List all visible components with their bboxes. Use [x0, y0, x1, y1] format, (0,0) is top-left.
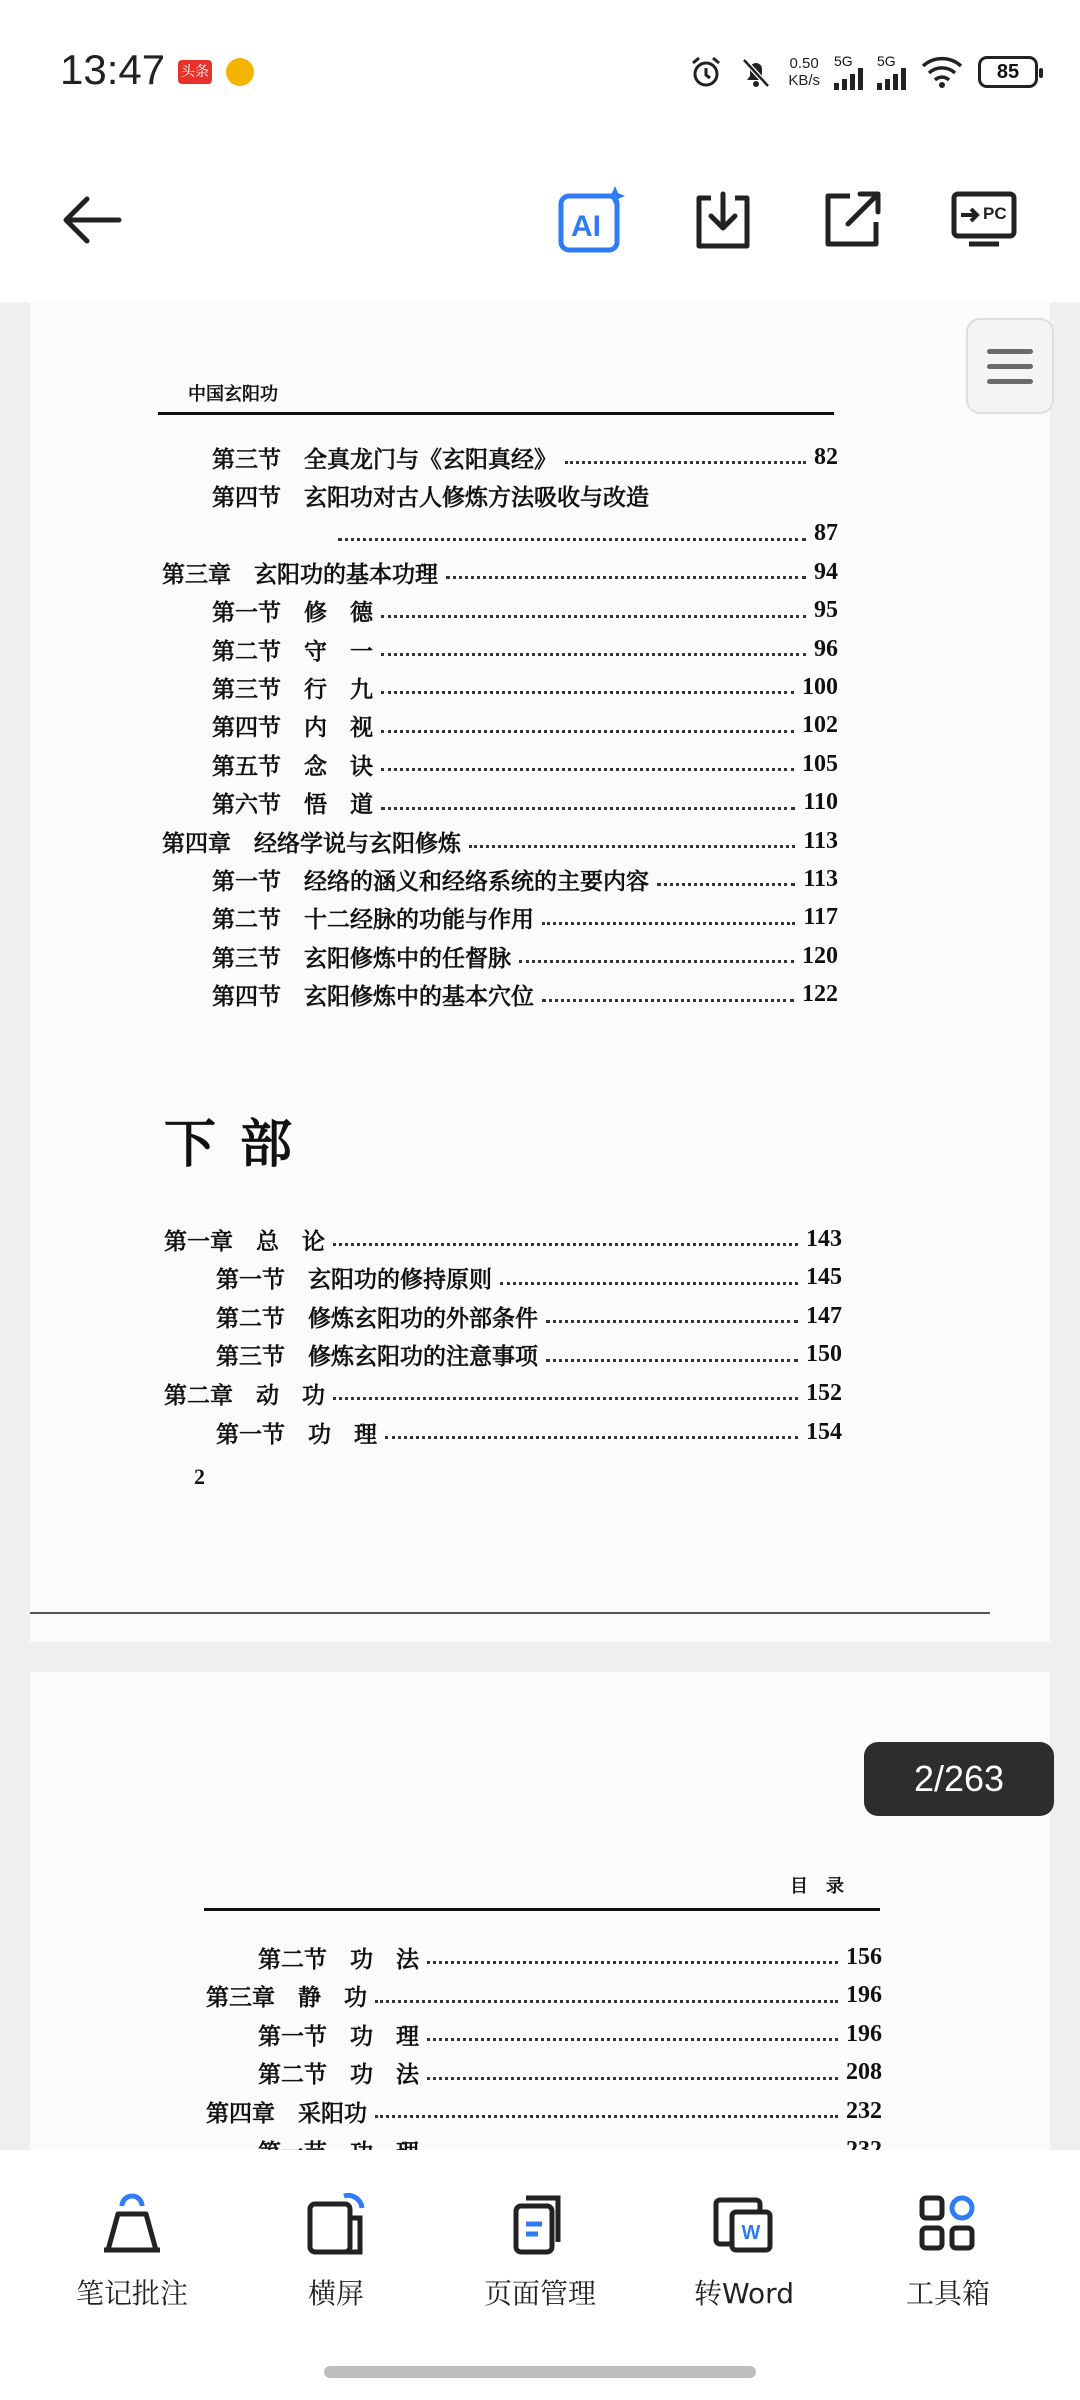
- toc-entry-title: 第一节 修 德: [212, 599, 373, 627]
- ai-label: AI: [571, 210, 601, 243]
- toc-entry-title: 第三章 静 功: [206, 1984, 367, 2012]
- toc-entry[interactable]: [216, 1261, 842, 1295]
- toc-entry-title: 第四节 内 视: [212, 714, 373, 742]
- toc-entry-title: 第二章 动 功: [164, 1381, 325, 1409]
- toc-entry-page: 105: [802, 750, 838, 777]
- toc-entry-title: 第一节 功 理: [258, 2022, 419, 2050]
- page-indicator: 2/263: [864, 1742, 1054, 1816]
- wifi-icon: [920, 55, 964, 89]
- toc-leader-dots: [469, 834, 795, 848]
- rotate-screen-icon: [304, 2192, 368, 2254]
- svg-text:W: W: [741, 2222, 761, 2244]
- menu-line-icon: [987, 349, 1033, 354]
- net-speed: [788, 55, 820, 89]
- alarm-icon: [688, 54, 724, 90]
- toc-leader-dots: [546, 1309, 798, 1323]
- toc-leader-dots: [333, 1386, 798, 1400]
- toc-entry[interactable]: [212, 901, 838, 935]
- toc-entry[interactable]: [216, 1415, 842, 1449]
- toc-entry-page: 100: [802, 673, 838, 700]
- page-manage-label: 页面管理: [483, 2277, 596, 2310]
- toc-entry-title: 第二节 功 法: [258, 1945, 419, 1973]
- toc-entry-page: 152: [806, 1379, 842, 1406]
- toc-entry-title: 第三节 全真龙门与《玄阳真经》: [212, 445, 557, 473]
- toc-leader-dots: [657, 872, 795, 886]
- toc-entry-title: 第四节 玄阳修炼中的基本穴位: [212, 983, 534, 1011]
- toc-entry-page: 120: [802, 942, 838, 969]
- pc-label: PC: [983, 204, 1007, 223]
- toc-entry[interactable]: [258, 2017, 882, 2051]
- toc-entry[interactable]: [162, 555, 838, 589]
- toc-entry[interactable]: [212, 862, 838, 896]
- toc-entry-title: 第二节 守 一: [212, 637, 373, 665]
- toc-entry[interactable]: [212, 632, 838, 666]
- toc-leader-dots: [565, 450, 806, 464]
- toc-entry-title: 第六节 悟 道: [212, 791, 373, 819]
- toc-entry[interactable]: [206, 1979, 882, 2013]
- toc-entry-page: 150: [806, 1341, 842, 1368]
- toc-leader-dots: [500, 1271, 798, 1285]
- toc-leader-dots: [427, 2066, 838, 2080]
- landscape-label: 横屏: [307, 2277, 364, 2310]
- toc-leader-dots: [375, 2104, 838, 2118]
- arrow-left-icon: [61, 194, 123, 246]
- toc-entry[interactable]: [258, 2056, 882, 2090]
- menu-line-icon: [987, 379, 1033, 384]
- annotate-button[interactable]: [52, 2192, 212, 2312]
- annotate-label: 笔记批注: [75, 2277, 188, 2310]
- toc-entry-title: 第三章 玄阳功的基本功理: [162, 560, 438, 588]
- toolbox-button[interactable]: [868, 2192, 1028, 2312]
- toc-leader-dots: [427, 2027, 838, 2041]
- outline-menu-button[interactable]: [966, 318, 1054, 414]
- download-button[interactable]: [683, 180, 763, 260]
- toc-entry-title: 第二节 十二经脉的功能与作用: [212, 906, 534, 934]
- toc-leader-dots: [375, 1989, 838, 2003]
- toc-entry[interactable]: [162, 824, 838, 858]
- word-convert-icon: [712, 2192, 776, 2254]
- section-title: 下部: [164, 1114, 317, 1175]
- toc-entry[interactable]: [212, 478, 838, 512]
- toc-entry-title: 第五节 念 诀: [212, 752, 373, 780]
- toc-entry-title: 第一节 功 理: [216, 1420, 377, 1448]
- toc-entry-page: 102: [802, 712, 838, 739]
- status-icons: [688, 50, 1038, 94]
- toc-entry[interactable]: [212, 709, 838, 743]
- toc-entry[interactable]: [212, 670, 838, 704]
- toc-entry-title: 第四节 玄阳功对古人修炼方法吸收与改造: [212, 483, 649, 511]
- toc-entry[interactable]: [212, 978, 838, 1012]
- toc-leader-dots: [446, 565, 806, 579]
- toc-entry-page: 95: [814, 597, 838, 624]
- toc-entry[interactable]: [212, 594, 838, 628]
- toc-leader-dots: [542, 911, 795, 925]
- running-head: 中国玄阳功: [188, 384, 278, 405]
- landscape-button[interactable]: [256, 2192, 416, 2312]
- sim1-label: 5G: [834, 53, 853, 69]
- toc-entry-page: 147: [806, 1302, 842, 1329]
- pc-cast-button[interactable]: [944, 180, 1024, 260]
- toc-entry-page: 96: [814, 635, 838, 662]
- document-viewer[interactable]: [0, 302, 1080, 2150]
- page-folio: 2: [194, 1464, 205, 1489]
- toc-leader-dots: [385, 1425, 798, 1439]
- document-page[interactable]: [30, 302, 1050, 1642]
- toolbox-label: 工具箱: [905, 2277, 990, 2310]
- toc-entry-title: 第四章 经络学说与玄阳修炼: [162, 829, 461, 857]
- bottom-toolbar: [0, 2150, 1080, 2400]
- export-icon: [820, 188, 884, 252]
- toc-entry[interactable]: [212, 440, 838, 474]
- toc-entry-page: 94: [814, 558, 838, 585]
- toc-entry-page: 232: [846, 2097, 882, 2124]
- toc-leader-dots: [381, 680, 794, 694]
- share-button[interactable]: [812, 180, 892, 260]
- header-rule: [204, 1908, 880, 1911]
- page-manage-icon: [508, 2192, 572, 2254]
- net-speed-unit: KB/s: [788, 72, 820, 89]
- battery-icon: 85: [978, 56, 1038, 88]
- toc-entry[interactable]: [212, 939, 838, 973]
- toc-entry-title: 第三节 行 九: [212, 675, 373, 703]
- sim2-label: 5G: [877, 53, 896, 69]
- toutiao-badge-icon: 头条: [178, 60, 212, 84]
- back-button[interactable]: [52, 180, 132, 260]
- toc-entry-page: 82: [814, 443, 838, 470]
- toc-entry[interactable]: [212, 747, 838, 781]
- toc-entry[interactable]: [258, 1940, 882, 1974]
- signal-sim2: [877, 54, 906, 90]
- net-speed-value: 0.50: [789, 55, 819, 72]
- home-indicator[interactable]: [324, 2366, 756, 2378]
- toc-leader-dots: [333, 1232, 798, 1246]
- toc-entry-title: 第三节 玄阳修炼中的任督脉: [212, 944, 511, 972]
- toc-leader-dots: [381, 757, 794, 771]
- toc-entry-page: 122: [802, 981, 838, 1008]
- top-toolbar: [0, 150, 1080, 302]
- ai-button[interactable]: [551, 180, 631, 260]
- toc-entry-title: 第二节 功 法: [258, 2061, 419, 2089]
- toc-entry-page: 87: [814, 520, 838, 547]
- toc-entry[interactable]: [216, 1338, 842, 1372]
- mute-bell-icon: [738, 54, 774, 90]
- toc-entry-page: 145: [806, 1264, 842, 1291]
- toc-entry-title: 第二节 修炼玄阳功的外部条件: [216, 1304, 538, 1332]
- toc-entry-page: 196: [846, 2020, 882, 2047]
- running-head: 目 录: [790, 1876, 844, 1897]
- toc-entry-page: 113: [803, 827, 838, 854]
- toc-entry-page: 196: [846, 1982, 882, 2009]
- toc-entry-page: 113: [803, 865, 838, 892]
- toc-entry-title: 第三节 修炼玄阳功的注意事项: [216, 1343, 538, 1371]
- toc-leader-dots: [381, 642, 806, 656]
- toc-entry-page: 208: [846, 2059, 882, 2086]
- toolbox-icon: [916, 2192, 980, 2254]
- toc-leader-dots: [546, 1348, 798, 1362]
- toc-entry[interactable]: [164, 1222, 842, 1256]
- toc-entry-title: 第一节 经络的涵义和经络系统的主要内容: [212, 867, 649, 895]
- toc-entry[interactable]: [216, 1299, 842, 1333]
- convert-word-button[interactable]: [664, 2192, 824, 2312]
- status-time: 13:47: [60, 46, 166, 93]
- toc-leader-dots: [381, 796, 795, 810]
- signal-sim1: [834, 54, 863, 90]
- page-manage-button[interactable]: [460, 2192, 620, 2312]
- toc-entry-page: 154: [806, 1418, 842, 1445]
- toc-leader-dots: [542, 988, 794, 1002]
- menu-line-icon: [987, 364, 1033, 369]
- toc-leader-dots: [381, 719, 794, 733]
- toc-entry[interactable]: [206, 2094, 882, 2128]
- app-notification-icon: [226, 58, 254, 86]
- toc-entry-page: 156: [846, 1943, 882, 1970]
- status-bar: [0, 0, 1080, 150]
- toc-entry-title: 第四章 采阳功: [206, 2099, 367, 2127]
- toc-leader-dots: [519, 949, 794, 963]
- signal-bars-icon: [877, 68, 906, 90]
- toc-entry[interactable]: [164, 1376, 842, 1410]
- toc-entry-page: 110: [803, 789, 838, 816]
- toc-leader-dots: [338, 527, 806, 541]
- toc-entry[interactable]: [212, 786, 838, 820]
- download-icon: [691, 188, 755, 252]
- toc-leader-dots: [427, 1950, 838, 1964]
- convert-word-label: 转Word: [694, 2277, 794, 2310]
- scan-edge-line: [30, 1612, 990, 1614]
- annotate-icon: [100, 2192, 164, 2254]
- toc-entry-title: 第一章 总 论: [164, 1227, 325, 1255]
- toc-entry-title: 第一节 玄阳功的修持原则: [216, 1266, 492, 1294]
- toc-leader-dots: [381, 604, 806, 618]
- toc-entry-page: 143: [806, 1225, 842, 1252]
- signal-bars-icon: [834, 68, 863, 90]
- toc-entry-page: 117: [803, 904, 838, 931]
- header-rule: [158, 412, 834, 415]
- toc-entry[interactable]: [330, 517, 838, 551]
